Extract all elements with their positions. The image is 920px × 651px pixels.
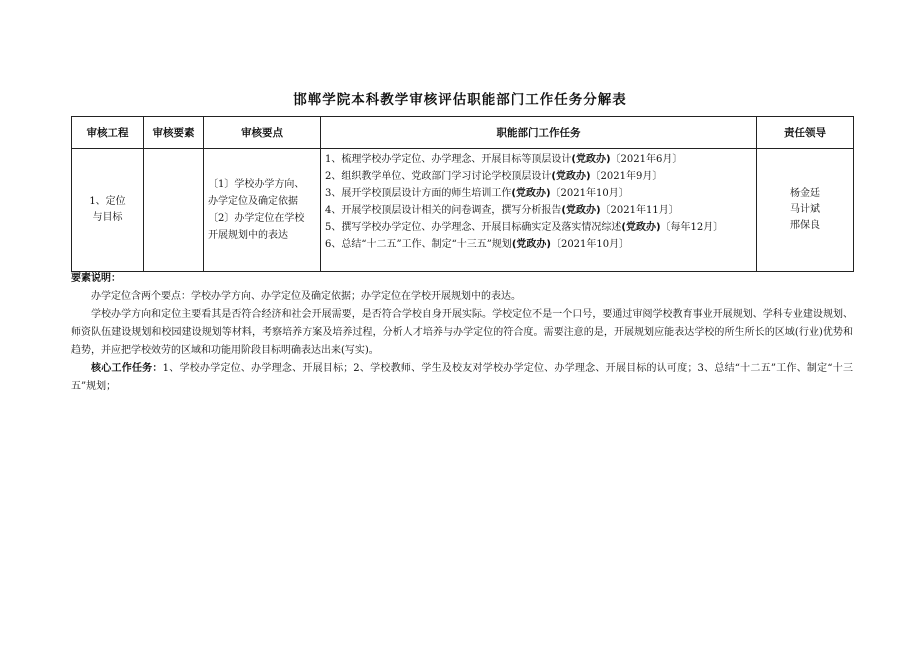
point-line: 〔2〕办学定位在学校 — [208, 213, 305, 224]
task-text: 3、展开学校顶层设计方面的师生培训工作 — [325, 188, 512, 199]
core-tasks-text: 1、学校办学定位、办学理念、开展目标；2、学校教师、学生及校友对学校办学定位、办学理念、开展目标的认可度；3、总结“十二五”工作、制定“十三五”规划； — [71, 363, 853, 392]
task-text: 6、总结“十二五”工作、制定“十三五”规划 — [325, 239, 512, 250]
leader-name: 邢保良 — [790, 220, 820, 231]
task-text: 1、梳理学校办学定位、办学理念、开展目标等顶层设计 — [325, 154, 572, 165]
task-date: 〔2021年6月〕 — [610, 154, 683, 165]
task-date: 〔2021年10月〕 — [550, 239, 630, 250]
task-text: 5、撰写学校办学定位、办学理念、开展目标确实定及落实情况综述 — [325, 222, 622, 233]
cell-tasks — [321, 149, 757, 272]
header-points: 审核要点 — [204, 117, 321, 149]
task-item — [325, 168, 752, 185]
task-date: 〔2021年11月〕 — [600, 205, 679, 216]
task-date: 〔2021年9月〕 — [590, 171, 663, 182]
core-tasks-label: 核心工作任务： — [91, 363, 163, 374]
task-dept: (党政办) — [551, 171, 591, 182]
project-line: 与目标 — [92, 212, 123, 223]
cell-element — [144, 149, 204, 272]
table-header-row — [72, 117, 854, 149]
task-item — [325, 202, 752, 219]
leader-name: 马计斌 — [790, 204, 820, 215]
cell-points — [204, 149, 321, 272]
notes-heading: 要素说明： — [71, 273, 121, 284]
task-date: 〔2021年10月〕 — [550, 188, 629, 199]
task-text: 4、开展学校顶层设计相关的问卷调查，撰写分析报告 — [325, 205, 562, 216]
task-dept: (党政办) — [621, 222, 661, 233]
task-item — [325, 219, 752, 236]
task-item — [325, 185, 752, 202]
point-line: 〔1〕学校办学方向、 — [208, 179, 305, 190]
cell-leaders — [757, 149, 854, 272]
header-leader: 责任领导 — [757, 117, 854, 149]
leader-name: 杨金廷 — [790, 188, 820, 199]
point-line: 开展规划中的表达 — [208, 230, 288, 241]
task-text: 2、组织教学单位、党政部门学习讨论学校顶层设计 — [325, 171, 552, 182]
header-tasks: 职能部门工作任务 — [321, 117, 757, 149]
cell-project — [72, 149, 144, 272]
task-table — [71, 116, 854, 272]
task-dept: (党政办) — [571, 154, 611, 165]
notes-paragraph: 办学定位含两个要点：学校办学方向、办学定位及确定依据；办学定位在学校开展规划中的表达。 — [91, 291, 521, 302]
notes-paragraph: 学校办学方向和定位主要看其是否符合经济和社会开展需要，是否符合学校自身开展实际。学校定位不是一个口号，要通过审阅学校教育事业开展规划、学科专业建设规划、师资队伍建设规划和校园建设规划等材料，考察培养方案及培养过程，分析人才培养与办学定位的符合度。需要注意的是，开展规划应能表达学校的所生所长的区域(行业)优势和趋势，并应把学校效劳的区域和功能用阶段目标明确表达出来(写实)。 — [71, 309, 853, 356]
header-element: 审核要素 — [144, 117, 204, 149]
core-tasks — [71, 360, 853, 396]
task-dept: (党政办) — [561, 205, 601, 216]
table-row — [72, 149, 854, 272]
task-dept: (党政办) — [511, 239, 551, 250]
element-notes — [71, 270, 853, 396]
page-title: 邯郸学院本科教学审核评估职能部门工作任务分解表 — [293, 92, 627, 108]
point-line: 办学定位及确定依据 — [208, 196, 298, 207]
project-line: 1、定位 — [89, 196, 126, 207]
task-item — [325, 236, 752, 253]
task-date: 〔每年12月〕 — [660, 222, 724, 233]
task-dept: (党政办) — [511, 188, 551, 199]
task-item — [325, 151, 752, 168]
header-project: 审核工程 — [72, 117, 144, 149]
